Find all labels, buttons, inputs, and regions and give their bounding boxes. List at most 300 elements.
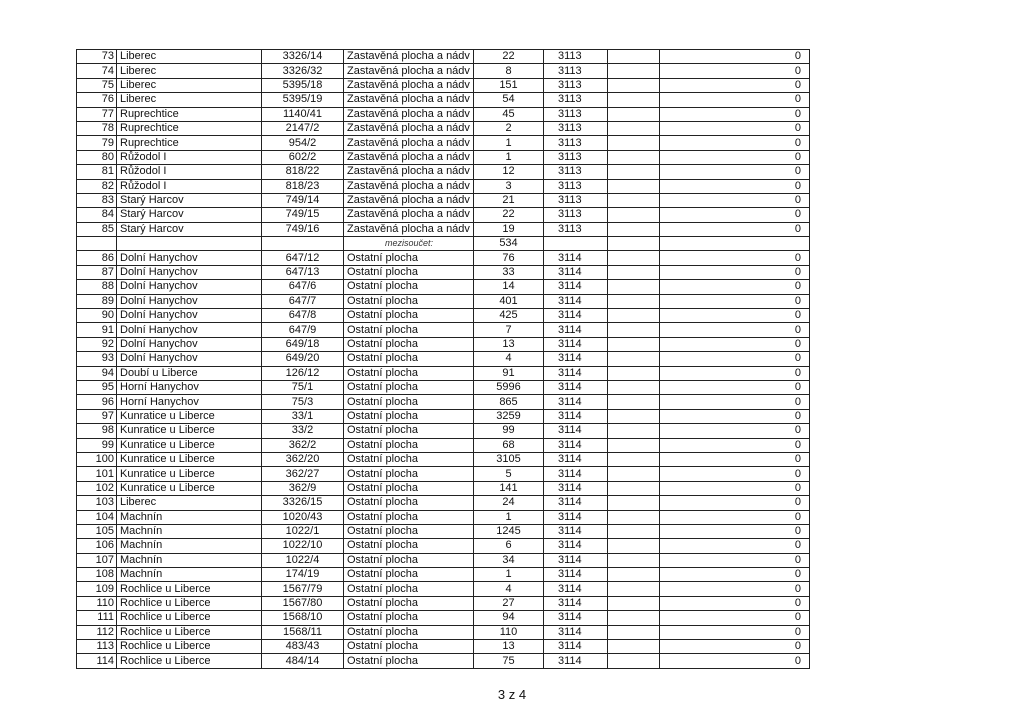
row-number: 104 bbox=[77, 510, 117, 524]
parcel-number: 647/12 bbox=[262, 251, 344, 265]
row-number: 107 bbox=[77, 553, 117, 567]
empty-cell bbox=[608, 510, 660, 524]
account-code: 3114 bbox=[544, 395, 608, 409]
land-type: Ostatní plocha bbox=[344, 625, 474, 639]
row-number: 100 bbox=[77, 452, 117, 466]
empty-cell bbox=[608, 496, 660, 510]
cadastral-area: Machnín bbox=[117, 568, 262, 582]
cadastral-area: Horní Hanychov bbox=[117, 395, 262, 409]
account-code: 3114 bbox=[544, 251, 608, 265]
cadastral-area: Horní Hanychov bbox=[117, 380, 262, 394]
cadastral-area: Machnín bbox=[117, 553, 262, 567]
empty-cell bbox=[608, 251, 660, 265]
value-cell: 0 bbox=[660, 438, 810, 452]
value-cell: 0 bbox=[660, 107, 810, 121]
area-value: 75 bbox=[474, 654, 544, 668]
value-cell: 0 bbox=[660, 193, 810, 207]
cadastral-area: Rochlice u Liberce bbox=[117, 582, 262, 596]
account-code: 3113 bbox=[544, 64, 608, 78]
empty-cell bbox=[608, 366, 660, 380]
row-number: 87 bbox=[77, 265, 117, 279]
value-cell: 0 bbox=[660, 481, 810, 495]
row-number: 112 bbox=[77, 625, 117, 639]
land-type: Ostatní plocha bbox=[344, 323, 474, 337]
cadastral-area: Starý Harcov bbox=[117, 193, 262, 207]
cadastral-area bbox=[117, 237, 262, 251]
parcel-number: 649/20 bbox=[262, 352, 344, 366]
row-number: 97 bbox=[77, 409, 117, 423]
table-row bbox=[77, 251, 810, 265]
table-row bbox=[77, 654, 810, 668]
empty-cell bbox=[608, 150, 660, 164]
land-type: Ostatní plocha bbox=[344, 596, 474, 610]
land-type: Zastavěná plocha a nádv bbox=[344, 222, 474, 236]
value-cell: 0 bbox=[660, 121, 810, 135]
account-code: 3113 bbox=[544, 93, 608, 107]
land-type: Ostatní plocha bbox=[344, 309, 474, 323]
area-value: 865 bbox=[474, 395, 544, 409]
parcel-number: 2147/2 bbox=[262, 121, 344, 135]
value-cell: 0 bbox=[660, 366, 810, 380]
parcel-number: 1022/4 bbox=[262, 553, 344, 567]
area-value: 19 bbox=[474, 222, 544, 236]
value-cell: 0 bbox=[660, 179, 810, 193]
table-row bbox=[77, 582, 810, 596]
land-type: Ostatní plocha bbox=[344, 424, 474, 438]
parcel-number: 5395/18 bbox=[262, 78, 344, 92]
value-cell: 0 bbox=[660, 309, 810, 323]
area-value: 14 bbox=[474, 280, 544, 294]
table-row bbox=[77, 179, 810, 193]
area-value: 45 bbox=[474, 107, 544, 121]
parcel-number: 749/15 bbox=[262, 208, 344, 222]
cadastral-area: Růžodol I bbox=[117, 165, 262, 179]
table-row bbox=[77, 280, 810, 294]
table-row bbox=[77, 50, 810, 64]
parcel-number: 647/9 bbox=[262, 323, 344, 337]
parcel-number: 75/1 bbox=[262, 380, 344, 394]
table-row bbox=[77, 121, 810, 135]
area-value: 5996 bbox=[474, 380, 544, 394]
value-cell: 0 bbox=[660, 280, 810, 294]
area-value: 3 bbox=[474, 179, 544, 193]
row-number: 96 bbox=[77, 395, 117, 409]
table-row bbox=[77, 409, 810, 423]
parcel-number: 749/16 bbox=[262, 222, 344, 236]
value-cell: 0 bbox=[660, 150, 810, 164]
land-type: Zastavěná plocha a nádv bbox=[344, 179, 474, 193]
empty-cell bbox=[608, 165, 660, 179]
table-row bbox=[77, 452, 810, 466]
cadastral-area: Dolní Hanychov bbox=[117, 294, 262, 308]
table-row bbox=[77, 625, 810, 639]
table-row bbox=[77, 136, 810, 150]
parcel-number: 647/7 bbox=[262, 294, 344, 308]
area-value: 94 bbox=[474, 611, 544, 625]
parcel-number: 647/6 bbox=[262, 280, 344, 294]
table-row bbox=[77, 524, 810, 538]
empty-cell bbox=[608, 409, 660, 423]
table-row bbox=[77, 294, 810, 308]
parcel-table bbox=[76, 49, 810, 669]
cadastral-area: Kunratice u Liberce bbox=[117, 481, 262, 495]
area-value: 151 bbox=[474, 78, 544, 92]
parcel-number: 1567/79 bbox=[262, 582, 344, 596]
area-value: 110 bbox=[474, 625, 544, 639]
cadastral-area: Dolní Hanychov bbox=[117, 251, 262, 265]
value-cell: 0 bbox=[660, 251, 810, 265]
value-cell: 0 bbox=[660, 640, 810, 654]
value-cell bbox=[660, 237, 810, 251]
land-type: Ostatní plocha bbox=[344, 395, 474, 409]
land-type: Zastavěná plocha a nádv bbox=[344, 165, 474, 179]
land-type: Ostatní plocha bbox=[344, 611, 474, 625]
parcel-table-body bbox=[77, 50, 810, 669]
empty-cell bbox=[608, 337, 660, 351]
table-row bbox=[77, 568, 810, 582]
empty-cell bbox=[608, 50, 660, 64]
table-row bbox=[77, 510, 810, 524]
parcel-number: 484/14 bbox=[262, 654, 344, 668]
row-number: 101 bbox=[77, 467, 117, 481]
account-code: 3114 bbox=[544, 625, 608, 639]
account-code: 3113 bbox=[544, 179, 608, 193]
land-type: Ostatní plocha bbox=[344, 582, 474, 596]
table-row bbox=[77, 208, 810, 222]
empty-cell bbox=[608, 352, 660, 366]
area-value: 425 bbox=[474, 309, 544, 323]
area-value: 22 bbox=[474, 208, 544, 222]
parcel-number: 602/2 bbox=[262, 150, 344, 164]
land-type: Ostatní plocha bbox=[344, 409, 474, 423]
cadastral-area: Liberec bbox=[117, 78, 262, 92]
account-code: 3114 bbox=[544, 380, 608, 394]
empty-cell bbox=[608, 93, 660, 107]
cadastral-area: Starý Harcov bbox=[117, 208, 262, 222]
row-number: 76 bbox=[77, 93, 117, 107]
parcel-number: 954/2 bbox=[262, 136, 344, 150]
cadastral-area: Liberec bbox=[117, 64, 262, 78]
parcel-number: 33/2 bbox=[262, 424, 344, 438]
parcel-number: 126/12 bbox=[262, 366, 344, 380]
value-cell: 0 bbox=[660, 323, 810, 337]
empty-cell bbox=[608, 481, 660, 495]
account-code: 3114 bbox=[544, 309, 608, 323]
row-number bbox=[77, 237, 117, 251]
area-value: 3105 bbox=[474, 452, 544, 466]
empty-cell bbox=[608, 107, 660, 121]
area-value: 34 bbox=[474, 553, 544, 567]
cadastral-area: Dolní Hanychov bbox=[117, 280, 262, 294]
empty-cell bbox=[608, 640, 660, 654]
parcel-number: 1568/11 bbox=[262, 625, 344, 639]
land-type: Ostatní plocha bbox=[344, 380, 474, 394]
account-code: 3114 bbox=[544, 524, 608, 538]
area-value: 1245 bbox=[474, 524, 544, 538]
parcel-number: 1020/43 bbox=[262, 510, 344, 524]
cadastral-area: Ruprechtice bbox=[117, 121, 262, 135]
table-row bbox=[77, 309, 810, 323]
row-number: 109 bbox=[77, 582, 117, 596]
account-code: 3114 bbox=[544, 265, 608, 279]
area-value: 1 bbox=[474, 150, 544, 164]
land-type: Ostatní plocha bbox=[344, 568, 474, 582]
area-value: 76 bbox=[474, 251, 544, 265]
table-row bbox=[77, 424, 810, 438]
table-row bbox=[77, 395, 810, 409]
parcel-number: 33/1 bbox=[262, 409, 344, 423]
row-number: 84 bbox=[77, 208, 117, 222]
account-code: 3114 bbox=[544, 366, 608, 380]
table-row bbox=[77, 78, 810, 92]
cadastral-area: Dolní Hanychov bbox=[117, 265, 262, 279]
parcel-number: 647/13 bbox=[262, 265, 344, 279]
value-cell: 0 bbox=[660, 395, 810, 409]
table-row bbox=[77, 352, 810, 366]
empty-cell bbox=[608, 380, 660, 394]
row-number: 94 bbox=[77, 366, 117, 380]
value-cell: 0 bbox=[660, 50, 810, 64]
account-code: 3114 bbox=[544, 539, 608, 553]
area-value: 33 bbox=[474, 265, 544, 279]
cadastral-area: Rochlice u Liberce bbox=[117, 596, 262, 610]
area-value: 27 bbox=[474, 596, 544, 610]
empty-cell bbox=[608, 539, 660, 553]
empty-cell bbox=[608, 524, 660, 538]
parcel-number: 3326/14 bbox=[262, 50, 344, 64]
area-value: 3259 bbox=[474, 409, 544, 423]
row-number: 89 bbox=[77, 294, 117, 308]
area-value: 12 bbox=[474, 165, 544, 179]
empty-cell bbox=[608, 596, 660, 610]
parcel-number: 174/19 bbox=[262, 568, 344, 582]
cadastral-area: Rochlice u Liberce bbox=[117, 640, 262, 654]
table-row bbox=[77, 467, 810, 481]
empty-cell bbox=[608, 611, 660, 625]
account-code: 3114 bbox=[544, 654, 608, 668]
cadastral-area: Ruprechtice bbox=[117, 136, 262, 150]
value-cell: 0 bbox=[660, 539, 810, 553]
account-code: 3114 bbox=[544, 452, 608, 466]
cadastral-area: Liberec bbox=[117, 50, 262, 64]
land-type: Ostatní plocha bbox=[344, 481, 474, 495]
land-type: Zastavěná plocha a nádv bbox=[344, 208, 474, 222]
row-number: 103 bbox=[77, 496, 117, 510]
table-row bbox=[77, 193, 810, 207]
area-value: 6 bbox=[474, 539, 544, 553]
table-row bbox=[77, 640, 810, 654]
value-cell: 0 bbox=[660, 265, 810, 279]
row-number: 82 bbox=[77, 179, 117, 193]
value-cell: 0 bbox=[660, 510, 810, 524]
land-type: Zastavěná plocha a nádv bbox=[344, 121, 474, 135]
parcel-number: 1140/41 bbox=[262, 107, 344, 121]
table-row bbox=[77, 150, 810, 164]
value-cell: 0 bbox=[660, 352, 810, 366]
table-row bbox=[77, 93, 810, 107]
table-row bbox=[77, 323, 810, 337]
empty-cell bbox=[608, 222, 660, 236]
empty-cell bbox=[608, 237, 660, 251]
row-number: 92 bbox=[77, 337, 117, 351]
cadastral-area: Kunratice u Liberce bbox=[117, 409, 262, 423]
value-cell: 0 bbox=[660, 337, 810, 351]
parcel-number: 1022/10 bbox=[262, 539, 344, 553]
area-value: 68 bbox=[474, 438, 544, 452]
row-number: 99 bbox=[77, 438, 117, 452]
cadastral-area: Kunratice u Liberce bbox=[117, 438, 262, 452]
row-number: 86 bbox=[77, 251, 117, 265]
account-code: 3114 bbox=[544, 582, 608, 596]
area-value: 13 bbox=[474, 337, 544, 351]
cadastral-area: Kunratice u Liberce bbox=[117, 424, 262, 438]
empty-cell bbox=[608, 654, 660, 668]
value-cell: 0 bbox=[660, 611, 810, 625]
table-row bbox=[77, 265, 810, 279]
value-cell: 0 bbox=[660, 553, 810, 567]
value-cell: 0 bbox=[660, 496, 810, 510]
land-type: Ostatní plocha bbox=[344, 553, 474, 567]
subtotal-label: mezisoučet: bbox=[344, 237, 474, 251]
parcel-number: 362/9 bbox=[262, 481, 344, 495]
empty-cell bbox=[608, 438, 660, 452]
area-value: 5 bbox=[474, 467, 544, 481]
value-cell: 0 bbox=[660, 93, 810, 107]
table-row bbox=[77, 539, 810, 553]
value-cell: 0 bbox=[660, 582, 810, 596]
cadastral-area: Dolní Hanychov bbox=[117, 337, 262, 351]
table-row bbox=[77, 107, 810, 121]
parcel-number: 818/22 bbox=[262, 165, 344, 179]
value-cell: 0 bbox=[660, 222, 810, 236]
account-code: 3114 bbox=[544, 280, 608, 294]
area-value: 1 bbox=[474, 136, 544, 150]
area-value: 4 bbox=[474, 582, 544, 596]
row-number: 106 bbox=[77, 539, 117, 553]
value-cell: 0 bbox=[660, 568, 810, 582]
account-code: 3113 bbox=[544, 107, 608, 121]
cadastral-area: Rochlice u Liberce bbox=[117, 611, 262, 625]
row-number: 78 bbox=[77, 121, 117, 135]
empty-cell bbox=[608, 121, 660, 135]
value-cell: 0 bbox=[660, 165, 810, 179]
area-value: 7 bbox=[474, 323, 544, 337]
table-row bbox=[77, 337, 810, 351]
row-number: 95 bbox=[77, 380, 117, 394]
empty-cell bbox=[608, 323, 660, 337]
parcel-number: 3326/32 bbox=[262, 64, 344, 78]
land-type: Ostatní plocha bbox=[344, 539, 474, 553]
value-cell: 0 bbox=[660, 654, 810, 668]
cadastral-area: Kunratice u Liberce bbox=[117, 467, 262, 481]
value-cell: 0 bbox=[660, 294, 810, 308]
land-type: Ostatní plocha bbox=[344, 524, 474, 538]
page-number: 3 z 4 bbox=[497, 687, 527, 702]
empty-cell bbox=[608, 136, 660, 150]
parcel-number: 5395/19 bbox=[262, 93, 344, 107]
row-number: 81 bbox=[77, 165, 117, 179]
table-row bbox=[77, 222, 810, 236]
parcel-number: 649/18 bbox=[262, 337, 344, 351]
land-type: Zastavěná plocha a nádv bbox=[344, 150, 474, 164]
parcel-number: 483/43 bbox=[262, 640, 344, 654]
subtotal-row bbox=[77, 237, 810, 251]
row-number: 83 bbox=[77, 193, 117, 207]
cadastral-area: Doubí u Liberce bbox=[117, 366, 262, 380]
land-type: Zastavěná plocha a nádv bbox=[344, 78, 474, 92]
parcel-number: 362/2 bbox=[262, 438, 344, 452]
account-code: 3113 bbox=[544, 150, 608, 164]
value-cell: 0 bbox=[660, 380, 810, 394]
parcel-number: 647/8 bbox=[262, 309, 344, 323]
cadastral-area: Růžodol I bbox=[117, 179, 262, 193]
parcel-number: 362/27 bbox=[262, 467, 344, 481]
empty-cell bbox=[608, 208, 660, 222]
row-number: 77 bbox=[77, 107, 117, 121]
account-code: 3114 bbox=[544, 596, 608, 610]
table-row bbox=[77, 481, 810, 495]
table-row bbox=[77, 380, 810, 394]
account-code: 3113 bbox=[544, 222, 608, 236]
land-type: Ostatní plocha bbox=[344, 467, 474, 481]
cadastral-area: Rochlice u Liberce bbox=[117, 654, 262, 668]
cadastral-area: Dolní Hanychov bbox=[117, 323, 262, 337]
row-number: 80 bbox=[77, 150, 117, 164]
account-code: 3114 bbox=[544, 481, 608, 495]
table-row bbox=[77, 553, 810, 567]
land-type: Ostatní plocha bbox=[344, 510, 474, 524]
empty-cell bbox=[608, 625, 660, 639]
land-type: Ostatní plocha bbox=[344, 251, 474, 265]
area-value: 22 bbox=[474, 50, 544, 64]
row-number: 91 bbox=[77, 323, 117, 337]
account-code: 3114 bbox=[544, 510, 608, 524]
table-row bbox=[77, 496, 810, 510]
row-number: 114 bbox=[77, 654, 117, 668]
land-type: Zastavěná plocha a nádv bbox=[344, 136, 474, 150]
table-row bbox=[77, 438, 810, 452]
area-value: 54 bbox=[474, 93, 544, 107]
parcel-number: 3326/15 bbox=[262, 496, 344, 510]
parcel-number: 75/3 bbox=[262, 395, 344, 409]
land-type: Ostatní plocha bbox=[344, 654, 474, 668]
area-value: 8 bbox=[474, 64, 544, 78]
cadastral-area: Ruprechtice bbox=[117, 107, 262, 121]
table-row bbox=[77, 366, 810, 380]
row-number: 85 bbox=[77, 222, 117, 236]
empty-cell bbox=[608, 568, 660, 582]
empty-cell bbox=[608, 452, 660, 466]
account-code: 3114 bbox=[544, 337, 608, 351]
account-code: 3113 bbox=[544, 165, 608, 179]
row-number: 74 bbox=[77, 64, 117, 78]
land-type: Zastavěná plocha a nádv bbox=[344, 93, 474, 107]
parcel-number bbox=[262, 237, 344, 251]
account-code: 3113 bbox=[544, 121, 608, 135]
empty-cell bbox=[608, 193, 660, 207]
parcel-number: 749/14 bbox=[262, 193, 344, 207]
empty-cell bbox=[608, 467, 660, 481]
value-cell: 0 bbox=[660, 596, 810, 610]
empty-cell bbox=[608, 309, 660, 323]
land-type: Ostatní plocha bbox=[344, 452, 474, 466]
account-code: 3114 bbox=[544, 323, 608, 337]
land-type: Ostatní plocha bbox=[344, 294, 474, 308]
area-value: 4 bbox=[474, 352, 544, 366]
empty-cell bbox=[608, 582, 660, 596]
land-type: Ostatní plocha bbox=[344, 280, 474, 294]
area-value: 141 bbox=[474, 481, 544, 495]
